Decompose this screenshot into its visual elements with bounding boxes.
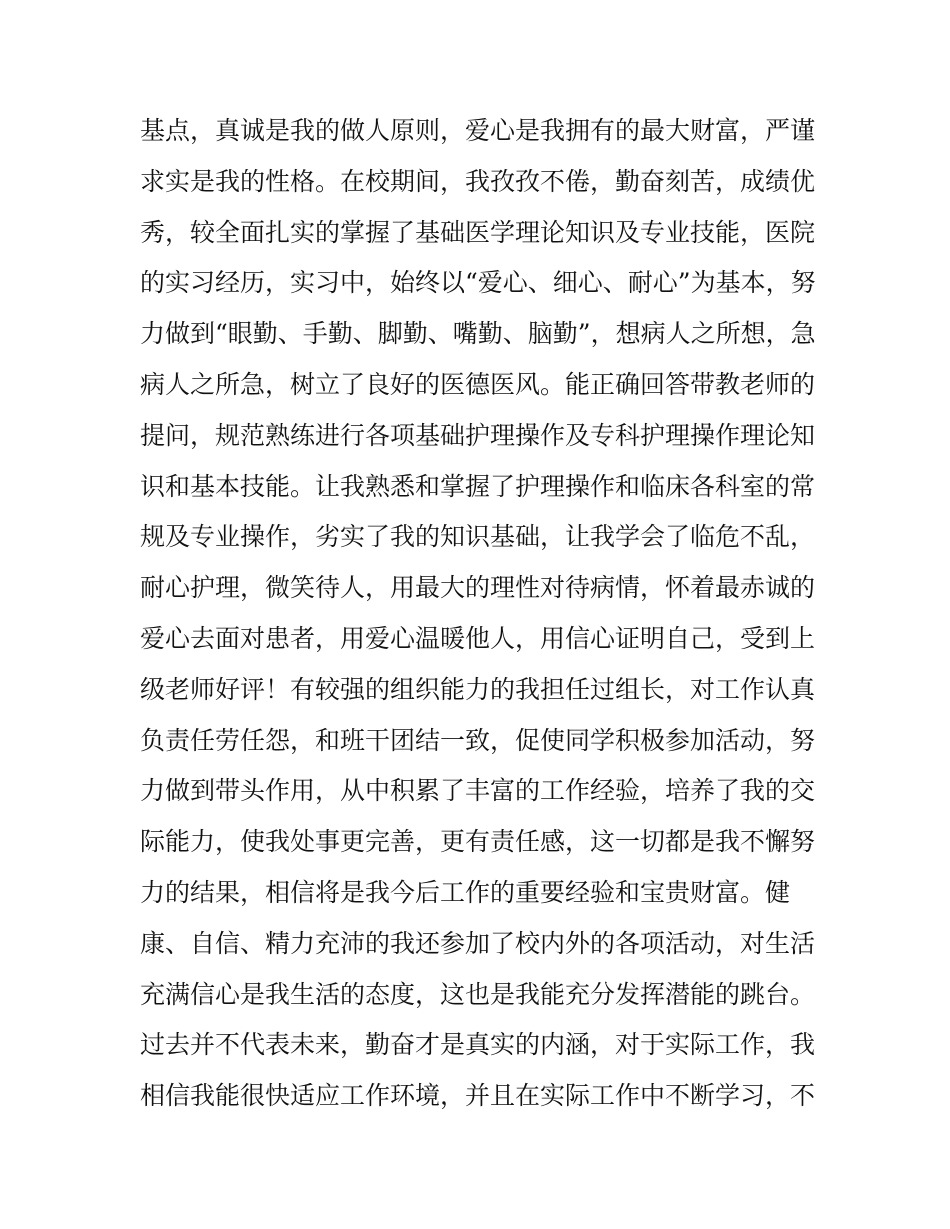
text-line: 际能力，使我处事更完善，更有责任感，这一切都是我不懈努 — [140, 827, 816, 857]
text-line: 提问，规范熟练进行各项基础护理操作及专科护理操作理论知 — [140, 420, 816, 450]
text-line: 力做到带头作用，从中积累了丰富的工作经验，培养了我的交 — [140, 776, 816, 806]
text-line: 相信我能很快适应工作环境，并且在实际工作中不断学习，不 — [140, 1081, 816, 1111]
text-line: 病人之所急，树立了良好的医德医风。能正确回答带教老师的 — [140, 369, 816, 399]
text-line: 耐心护理，微笑待人，用最大的理性对待病情，怀着最赤诚的 — [140, 573, 816, 603]
text-line: 过去并不代表未来，勤奋才是真实的内涵，对于实际工作，我 — [140, 1030, 816, 1060]
text-line: 秀，较全面扎实的掌握了基础医学理论知识及专业技能，医院 — [140, 217, 816, 247]
text-line: 的实习经历，实习中，始终以“爱心、细心、耐心”为基本，努 — [140, 268, 816, 298]
text-line: 充满信心是我生活的态度，这也是我能充分发挥潜能的跳台。 — [140, 979, 816, 1009]
text-line: 基点，真诚是我的做人原则，爱心是我拥有的最大财富，严谨 — [140, 116, 816, 145]
text-line: 爱心去面对患者，用爱心温暖他人，用信心证明自己，受到上 — [140, 623, 816, 653]
body-text — [140, 106, 820, 1122]
text-line: 康、自信、精力充沛的我还参加了校内外的各项活动，对生活 — [140, 928, 816, 958]
text-line: 识和基本技能。让我熟悉和掌握了护理操作和临床各科室的常 — [140, 471, 816, 501]
text-line: 力做到“眼勤、手勤、脚勤、嘴勤、脑勤”，想病人之所想，急 — [140, 319, 816, 349]
text-line: 级老师好评！有较强的组织能力的我担任过组长，对工作认真 — [140, 674, 816, 704]
text-line: 求实是我的性格。在校期间，我孜孜不倦，勤奋刻苦，成绩优 — [140, 166, 816, 196]
text-line: 负责任劳任怨，和班干团结一致，促使同学积极参加活动，努 — [140, 725, 816, 755]
text-line: 力的结果，相信将是我今后工作的重要经验和宝贵财富。健 — [140, 877, 791, 907]
text-line: 规及专业操作，劣实了我的知识基础，让我学会了临危不乱， — [140, 522, 816, 552]
